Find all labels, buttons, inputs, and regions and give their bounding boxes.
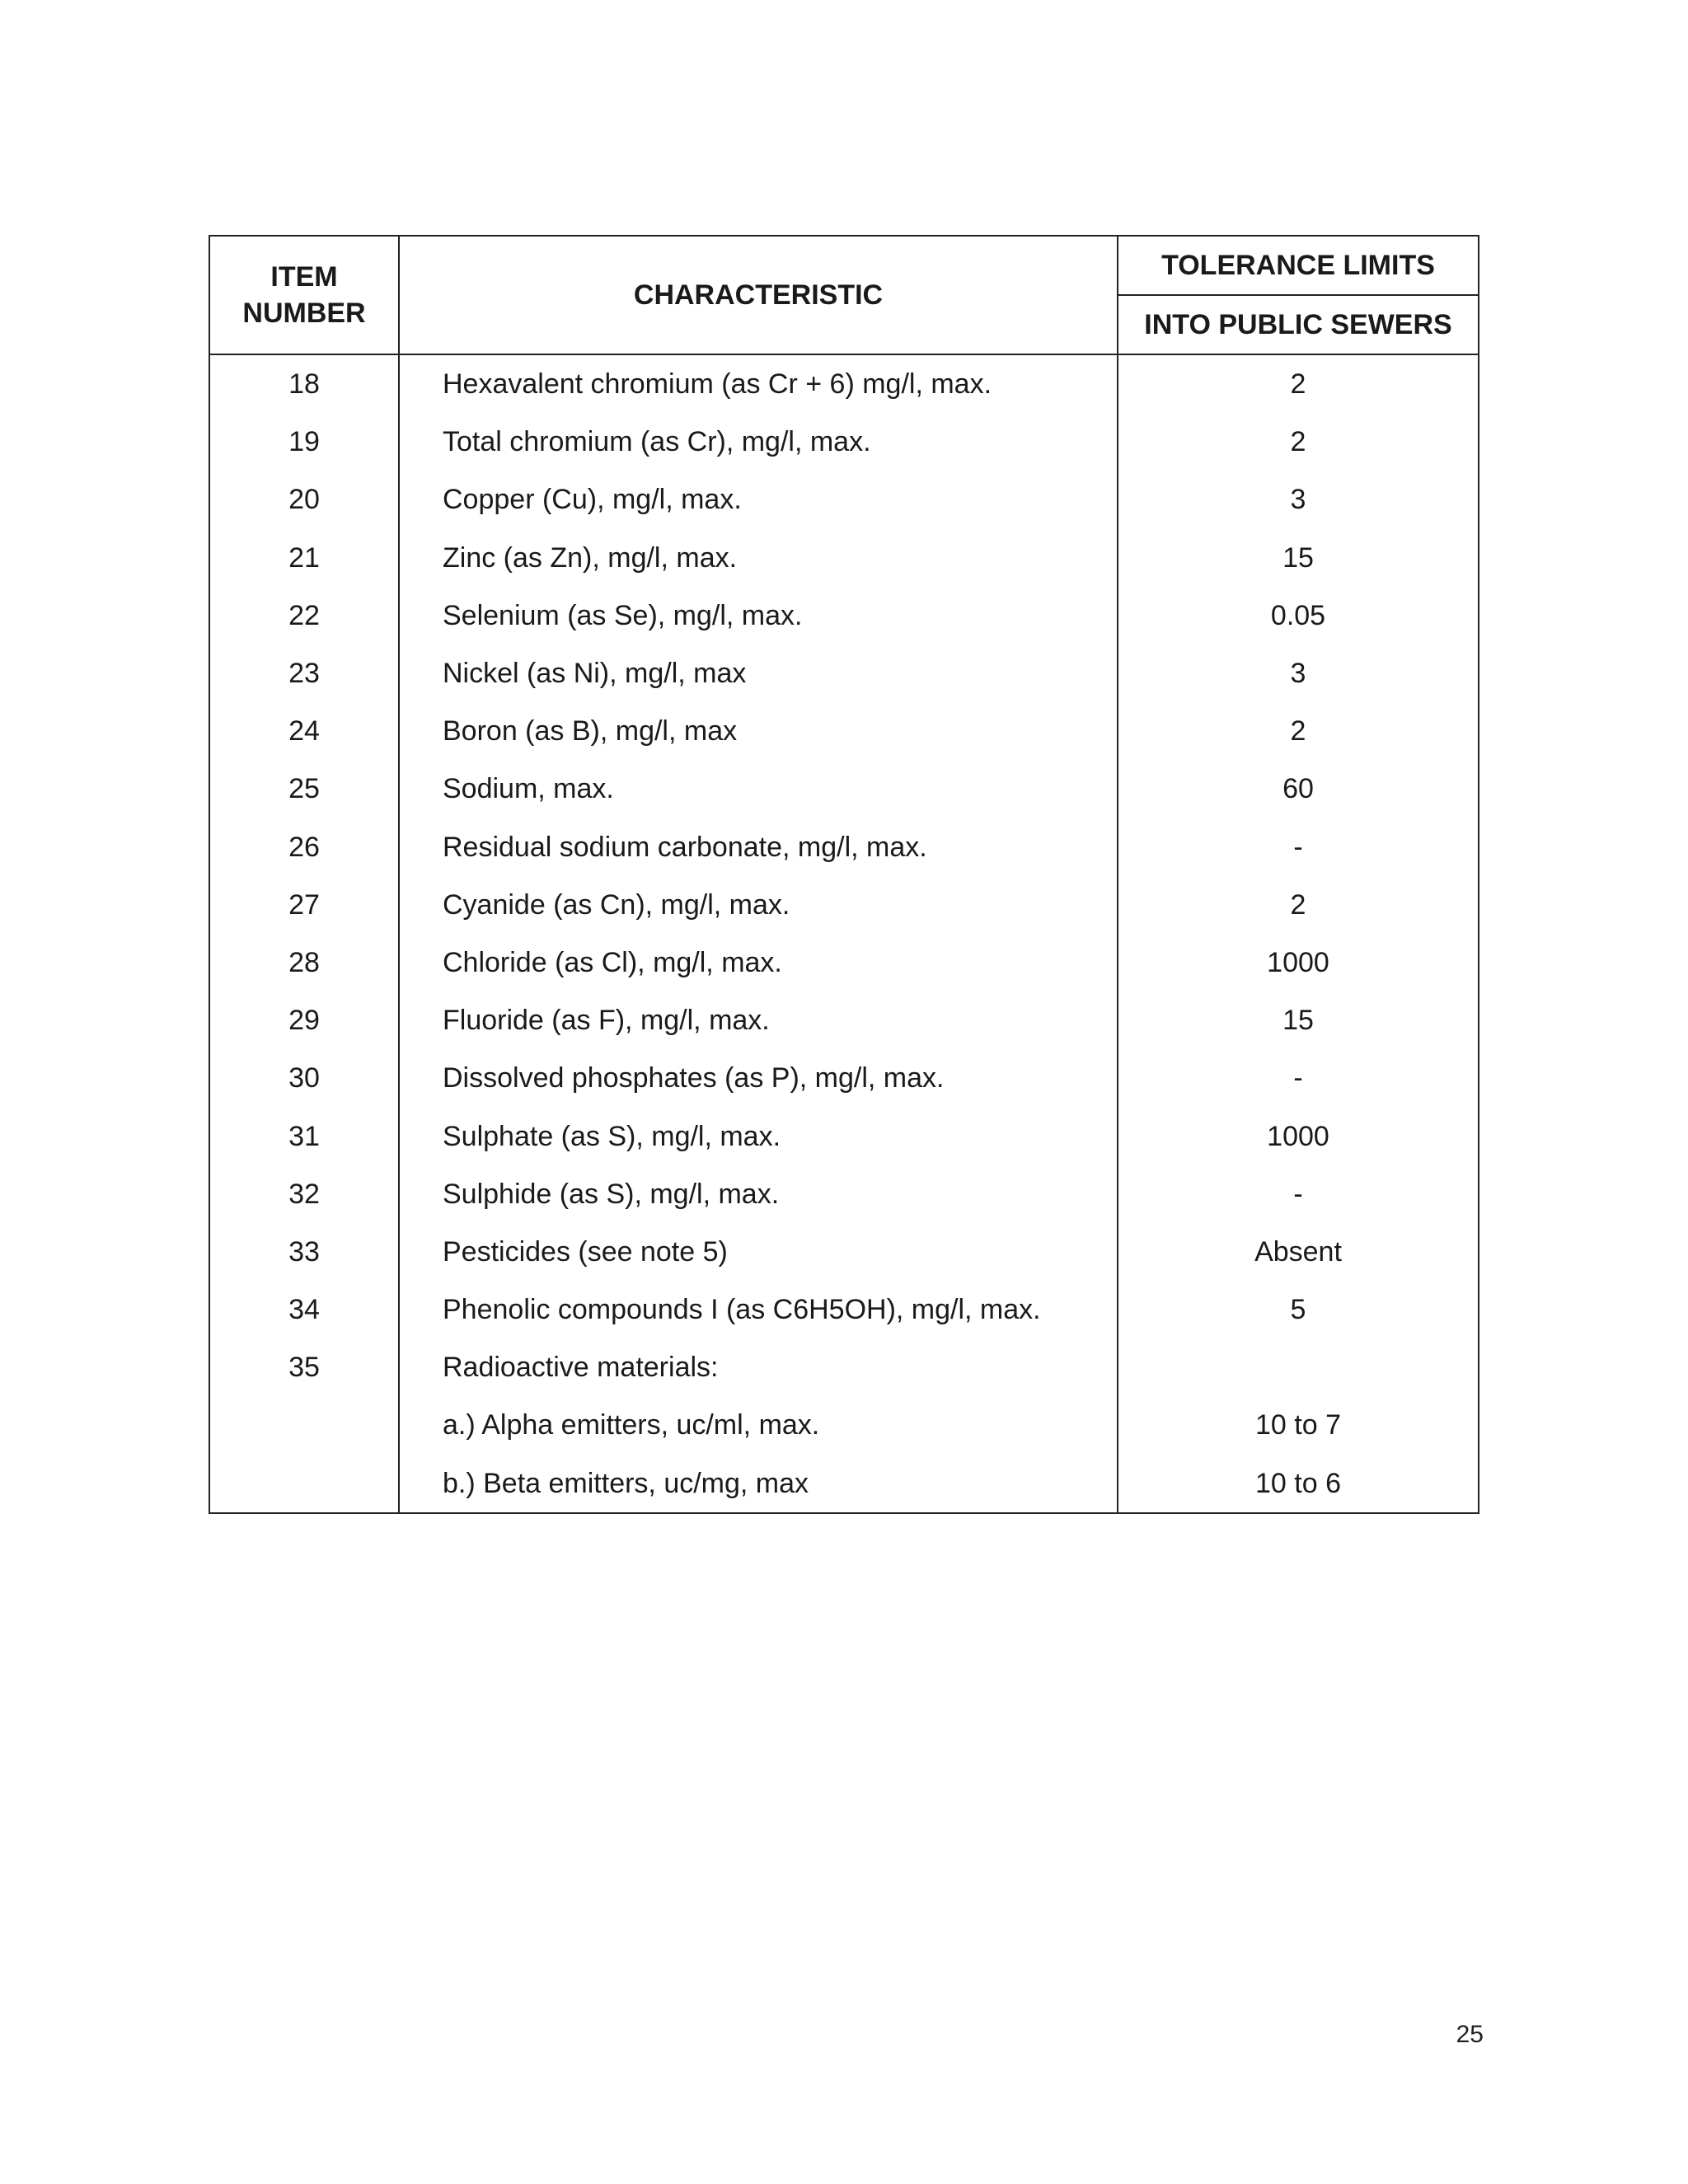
table-row — [209, 413, 1479, 471]
characteristic-cell: Phenolic compounds I (as C6H5OH), mg/l, max. — [399, 1281, 1118, 1338]
item-number-cell: 22 — [209, 587, 399, 644]
characteristic-cell: Selenium (as Se), mg/l, max. — [399, 587, 1118, 644]
table-row — [209, 644, 1479, 702]
tolerance-limit-cell: 0.05 — [1118, 587, 1479, 644]
table-body — [209, 354, 1479, 1513]
table-row — [209, 471, 1479, 528]
characteristic-cell: Residual sodium carbonate, mg/l, max. — [399, 818, 1118, 876]
item-number-cell — [209, 1455, 399, 1513]
table-row — [209, 1107, 1479, 1165]
table-row — [209, 1165, 1479, 1223]
characteristic-cell: Boron (as B), mg/l, max — [399, 702, 1118, 760]
tolerance-limit-cell: 10 to 7 — [1118, 1396, 1479, 1454]
item-number-cell — [209, 1396, 399, 1454]
characteristic-cell: Sulphate (as S), mg/l, max. — [399, 1107, 1118, 1165]
table-row — [209, 1396, 1479, 1454]
item-number-cell: 26 — [209, 818, 399, 876]
tolerance-limit-cell: - — [1118, 818, 1479, 876]
characteristic-cell: Copper (Cu), mg/l, max. — [399, 471, 1118, 528]
characteristic-cell: Sodium, max. — [399, 760, 1118, 818]
item-number-cell: 30 — [209, 1049, 399, 1107]
header-item-number — [209, 236, 399, 354]
table-row — [209, 1338, 1479, 1396]
characteristic-cell: Pesticides (see note 5) — [399, 1223, 1118, 1281]
table-header — [209, 236, 1479, 354]
item-number-cell: 20 — [209, 471, 399, 528]
item-number-cell: 27 — [209, 876, 399, 934]
item-number-cell: 28 — [209, 934, 399, 991]
tolerance-limit-cell: 2 — [1118, 354, 1479, 413]
page-number: 25 — [1456, 2021, 1484, 2048]
item-number-cell: 24 — [209, 702, 399, 760]
characteristic-cell: Total chromium (as Cr), mg/l, max. — [399, 413, 1118, 471]
tolerance-limit-cell: 15 — [1118, 529, 1479, 587]
characteristic-cell: a.) Alpha emitters, uc/ml, max. — [399, 1396, 1118, 1454]
characteristic-cell: b.) Beta emitters, uc/mg, max — [399, 1455, 1118, 1513]
characteristic-cell: Fluoride (as F), mg/l, max. — [399, 991, 1118, 1049]
item-number-cell: 35 — [209, 1338, 399, 1396]
item-number-cell: 33 — [209, 1223, 399, 1281]
table-row — [209, 1223, 1479, 1281]
item-number-cell: 19 — [209, 413, 399, 471]
table-row — [209, 991, 1479, 1049]
table-row — [209, 702, 1479, 760]
header-item-line1: ITEM — [270, 261, 338, 293]
characteristic-cell: Sulphide (as S), mg/l, max. — [399, 1165, 1118, 1223]
header-characteristic: CHARACTERISTIC — [399, 236, 1118, 354]
tolerance-limit-cell: 3 — [1118, 471, 1479, 528]
characteristic-cell: Radioactive materials: — [399, 1338, 1118, 1396]
table-row — [209, 529, 1479, 587]
table-row — [209, 1049, 1479, 1107]
item-number-cell: 25 — [209, 760, 399, 818]
tolerance-limits-table — [209, 235, 1479, 1514]
table-row — [209, 934, 1479, 991]
characteristic-cell: Zinc (as Zn), mg/l, max. — [399, 529, 1118, 587]
tolerance-limit-cell: 2 — [1118, 413, 1479, 471]
table-row — [209, 818, 1479, 876]
item-number-cell: 18 — [209, 354, 399, 413]
header-item-line2: NUMBER — [242, 298, 366, 329]
item-number-cell: 31 — [209, 1107, 399, 1165]
tolerance-limit-cell — [1118, 1338, 1479, 1396]
header-tolerance-limits: TOLERANCE LIMITS — [1118, 236, 1479, 295]
table-row — [209, 587, 1479, 644]
table-row — [209, 876, 1479, 934]
characteristic-cell: Dissolved phosphates (as P), mg/l, max. — [399, 1049, 1118, 1107]
table-row — [209, 1455, 1479, 1513]
characteristic-cell: Nickel (as Ni), mg/l, max — [399, 644, 1118, 702]
tolerance-limit-cell: Absent — [1118, 1223, 1479, 1281]
table-row — [209, 354, 1479, 413]
tolerance-limit-cell: - — [1118, 1165, 1479, 1223]
characteristic-cell: Cyanide (as Cn), mg/l, max. — [399, 876, 1118, 934]
tolerance-limit-cell: 1000 — [1118, 934, 1479, 991]
tolerance-limit-cell: 15 — [1118, 991, 1479, 1049]
item-number-cell: 29 — [209, 991, 399, 1049]
item-number-cell: 32 — [209, 1165, 399, 1223]
header-into-public-sewers: INTO PUBLIC SEWERS — [1118, 295, 1479, 354]
tolerance-limit-cell: 10 to 6 — [1118, 1455, 1479, 1513]
characteristic-cell: Chloride (as Cl), mg/l, max. — [399, 934, 1118, 991]
tolerance-limit-cell: 3 — [1118, 644, 1479, 702]
item-number-cell: 21 — [209, 529, 399, 587]
tolerance-limit-cell: 60 — [1118, 760, 1479, 818]
tolerance-limit-cell: 2 — [1118, 702, 1479, 760]
tolerance-limit-cell: 1000 — [1118, 1107, 1479, 1165]
item-number-cell: 23 — [209, 644, 399, 702]
tolerance-limit-cell: 5 — [1118, 1281, 1479, 1338]
tolerance-limit-cell: 2 — [1118, 876, 1479, 934]
table-row — [209, 760, 1479, 818]
table-row — [209, 1281, 1479, 1338]
characteristic-cell: Hexavalent chromium (as Cr + 6) mg/l, max. — [399, 354, 1118, 413]
tolerance-limit-cell: - — [1118, 1049, 1479, 1107]
item-number-cell: 34 — [209, 1281, 399, 1338]
